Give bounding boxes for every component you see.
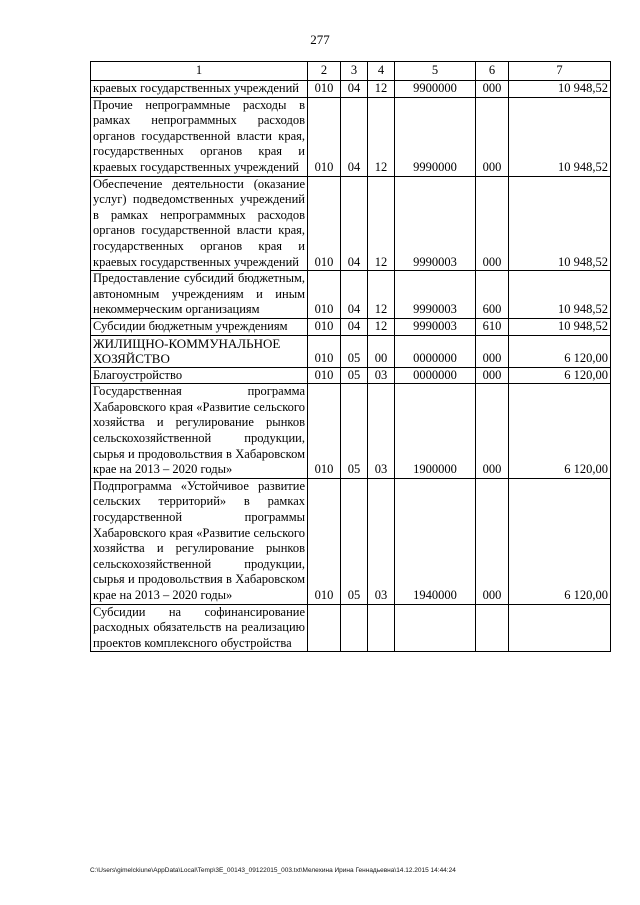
amount	[509, 604, 611, 652]
expense-type-code: 000	[476, 81, 509, 98]
subsection-code: 12	[368, 271, 395, 319]
table-row	[91, 97, 611, 176]
expense-type-code	[476, 604, 509, 652]
column-header: 5	[395, 62, 476, 81]
target-article-code: 9990003	[395, 176, 476, 271]
ministry-code: 010	[308, 335, 341, 367]
page-number: 277	[310, 32, 330, 47]
target-article-code: 0000000	[395, 367, 476, 384]
amount: 10 948,52	[509, 271, 611, 319]
ministry-code: 010	[308, 271, 341, 319]
section-code: 05	[341, 335, 368, 367]
table-header-row	[91, 62, 611, 81]
expense-name: Субсидии бюджетным учреждениям	[91, 318, 308, 335]
expense-type-code: 000	[476, 97, 509, 176]
section-code: 04	[341, 318, 368, 335]
expense-name: краевых государственных учреждений	[91, 81, 308, 98]
table-row	[91, 318, 611, 335]
target-article-code: 1940000	[395, 478, 476, 604]
column-header: 1	[91, 62, 308, 81]
table-row	[91, 604, 611, 652]
subsection-code	[368, 604, 395, 652]
expense-type-code: 600	[476, 271, 509, 319]
amount: 6 120,00	[509, 367, 611, 384]
amount: 10 948,52	[509, 176, 611, 271]
expense-type-code: 610	[476, 318, 509, 335]
target-article-code: 9990003	[395, 271, 476, 319]
target-article-code	[395, 604, 476, 652]
subsection-code: 12	[368, 81, 395, 98]
expense-type-code: 000	[476, 478, 509, 604]
table-row	[91, 478, 611, 604]
column-header: 4	[368, 62, 395, 81]
amount: 10 948,52	[509, 81, 611, 98]
table-row	[91, 367, 611, 384]
ministry-code: 010	[308, 97, 341, 176]
ministry-code: 010	[308, 176, 341, 271]
ministry-code: 010	[308, 318, 341, 335]
subsection-code: 00	[368, 335, 395, 367]
subsection-code: 12	[368, 318, 395, 335]
section-code: 05	[341, 478, 368, 604]
column-header: 2	[308, 62, 341, 81]
table-row	[91, 335, 611, 367]
section-code	[341, 604, 368, 652]
section-code: 05	[341, 384, 368, 479]
column-header: 3	[341, 62, 368, 81]
expense-name: Подпрограмма «Устойчивое развитие сельских территорий» в рамках государственной программы Хабаровского края «Развитие сельского хозяйства и регулирование рынков сельскохозяйственной продукции, сырья и продовольствия в Хабаровском крае на 2013 – 2020 годы»	[91, 478, 308, 604]
amount: 6 120,00	[509, 384, 611, 479]
expense-name: Субсидии на софинансирование расходных обязательств на реализацию проектов комплексного обустройства	[91, 604, 308, 652]
expense-name: Благоустройство	[91, 367, 308, 384]
amount: 10 948,52	[509, 318, 611, 335]
ministry-code: 010	[308, 384, 341, 479]
expense-type-code: 000	[476, 176, 509, 271]
target-article-code: 9900000	[395, 81, 476, 98]
target-article-code: 9990000	[395, 97, 476, 176]
budget-table	[90, 61, 611, 652]
table-row	[91, 81, 611, 98]
amount: 10 948,52	[509, 97, 611, 176]
expense-type-code: 000	[476, 335, 509, 367]
subsection-code: 03	[368, 478, 395, 604]
target-article-code: 1900000	[395, 384, 476, 479]
expense-type-code: 000	[476, 367, 509, 384]
expense-name: Предоставление субсидий бюджетным, автономным учреждениям и иным некоммерческим организациям	[91, 271, 308, 319]
column-header: 7	[509, 62, 611, 81]
section-code: 04	[341, 97, 368, 176]
footer-file-path: C:\Users\gimelckiune\AppData\Local\Temp\3E_00143_09122015_003.txt\Мелехина Ирина Геннадьевна\14.12.2015 14:44:24	[90, 867, 456, 874]
expense-name: Прочие непрограммные расходы в рамках непрограммных расходов органов государственной власти края, государственных органов края и краевых государственных учреждений	[91, 97, 308, 176]
subsection-code: 03	[368, 367, 395, 384]
table-row	[91, 271, 611, 319]
ministry-code: 010	[308, 81, 341, 98]
column-header: 6	[476, 62, 509, 81]
ministry-code: 010	[308, 367, 341, 384]
section-code: 04	[341, 271, 368, 319]
table-row	[91, 176, 611, 271]
ministry-code	[308, 604, 341, 652]
expense-name: Обеспечение деятельности (оказание услуг) подведомственных учреждений в рамках непрограммных расходов органов государственной власти края, государственных органов края и краевых государственных учреждений	[91, 176, 308, 271]
subsection-code: 03	[368, 384, 395, 479]
section-code: 04	[341, 81, 368, 98]
subsection-code: 12	[368, 97, 395, 176]
amount: 6 120,00	[509, 478, 611, 604]
subsection-code: 12	[368, 176, 395, 271]
expense-name: ЖИЛИЩНО-КОММУНАЛЬНОЕ ХОЗЯЙСТВО	[91, 335, 308, 367]
amount: 6 120,00	[509, 335, 611, 367]
section-code: 05	[341, 367, 368, 384]
target-article-code: 9990003	[395, 318, 476, 335]
target-article-code: 0000000	[395, 335, 476, 367]
expense-type-code: 000	[476, 384, 509, 479]
section-code: 04	[341, 176, 368, 271]
table-row	[91, 384, 611, 479]
ministry-code: 010	[308, 478, 341, 604]
expense-name: Государственная программа Хабаровского края «Развитие сельского хозяйства и регулирование рынков сельскохозяйственной продукции, сырья и продовольствия в Хабаровском крае на 2013 – 2020 годы»	[91, 384, 308, 479]
